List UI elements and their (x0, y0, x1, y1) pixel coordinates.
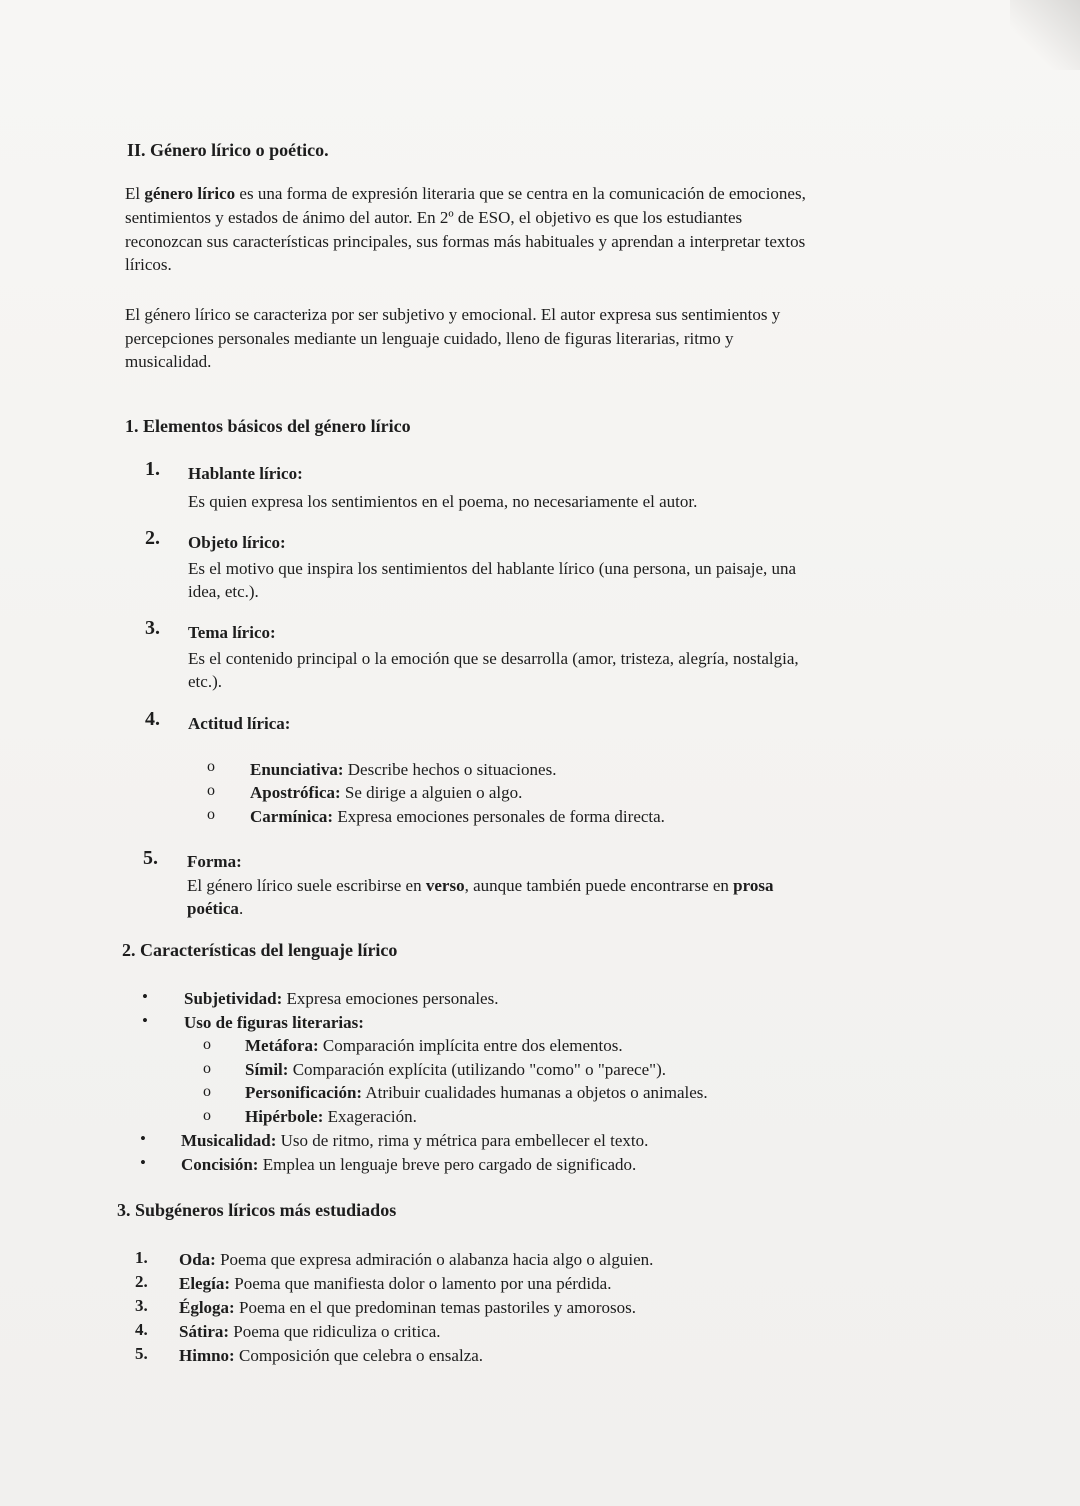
list-bullet: • (142, 1011, 148, 1030)
intro-p2-line3: musicalidad. (125, 352, 212, 371)
list-number: 1. (135, 1248, 148, 1267)
item-text: El género lírico suele escribirse en verso, aunque también puede encontrarse en prosa (187, 876, 774, 895)
item-text: idea, etc.). (188, 582, 259, 601)
list-item: Personificación: Atribuir cualidades humanas a objetos o animales. (245, 1083, 708, 1102)
list-item: Símil: Comparación explícita (utilizando "como" o "parece"). (245, 1060, 666, 1079)
page-title: II. Género lírico o poético. (127, 140, 329, 160)
item-number: 1. (145, 458, 160, 480)
intro-p2-line2: percepciones personales mediante un lenguaje cuidado, lleno de figuras literarias, ritmo y (125, 329, 734, 348)
list-bullet: • (140, 1153, 146, 1172)
list-item: Elegía: Poema que manifiesta dolor o lamento por una pérdida. (179, 1274, 612, 1293)
list-number: 4. (135, 1320, 148, 1339)
item-title: Objeto lírico: (188, 533, 286, 552)
list-item: Uso de figuras literarias: (184, 1013, 364, 1032)
list-item: Subjetividad: Expresa emociones personales. (184, 989, 499, 1008)
item-text: Es el motivo que inspira los sentimientos del hablante lírico (una persona, un paisaje, una (188, 559, 797, 578)
list-item: Enunciativa: Describe hechos o situaciones. (250, 760, 557, 779)
item-number: 4. (145, 708, 160, 730)
section1-heading: 1. Elementos básicos del género lírico (125, 416, 411, 436)
list-bullet: o (203, 1107, 211, 1124)
list-item: Himno: Composición que celebra o ensalza. (179, 1346, 484, 1365)
list-item: Metáfora: Comparación implícita entre dos elementos. (245, 1036, 623, 1055)
list-item: Sátira: Poema que ridiculiza o critica. (179, 1322, 441, 1341)
item-title: Tema lírico: (188, 623, 276, 642)
list-item: Oda: Poema que expresa admiración o alabanza hacia algo o alguien. (179, 1250, 654, 1269)
list-number: 5. (135, 1344, 148, 1363)
intro-p1-line3: reconozcan sus características principales, sus formas más habituales y aprendan a interpretar textos (125, 232, 806, 251)
list-bullet: • (140, 1129, 146, 1148)
list-item: Carmínica: Expresa emociones personales de forma directa. (250, 807, 665, 826)
list-bullet: o (203, 1060, 211, 1077)
item-number: 5. (143, 847, 158, 869)
intro-p2-line1: El género lírico se caracteriza por ser subjetivo y emocional. El autor expresa sus sentimientos y (125, 305, 781, 324)
intro-p1-line2: sentimientos y estados de ánimo del autor. En 2º de ESO, el objetivo es que los estudiantes (125, 208, 743, 227)
section2-heading: 2. Características del lenguaje lírico (122, 940, 398, 960)
item-title: Forma: (187, 852, 242, 871)
list-bullet: • (142, 987, 148, 1006)
list-number: 3. (135, 1296, 148, 1315)
list-bullet: o (203, 1036, 211, 1053)
list-number: 2. (135, 1272, 148, 1291)
item-number: 3. (145, 617, 160, 639)
list-item: Concisión: Emplea un lenguaje breve pero cargado de significado. (181, 1155, 637, 1174)
intro-p1-line4: líricos. (125, 255, 172, 274)
list-item: Hipérbole: Exageración. (245, 1107, 417, 1126)
list-item: Musicalidad: Uso de ritmo, rima y métrica para embellecer el texto. (181, 1131, 649, 1150)
list-bullet: o (207, 782, 215, 799)
item-number: 2. (145, 527, 160, 549)
item-text: etc.). (188, 672, 222, 691)
list-bullet: o (207, 758, 215, 775)
intro-p1-line1: El género lírico es una forma de expresión literaria que se centra en la comunicación de emociones, (125, 184, 806, 203)
item-title: Hablante lírico: (188, 464, 303, 483)
item-text: Es quien expresa los sentimientos en el poema, no necesariamente el autor. (188, 492, 698, 511)
list-bullet: o (203, 1083, 211, 1100)
page-corner-shadow (1010, 0, 1080, 70)
list-item: Égloga: Poema en el que predominan temas pastoriles y amorosos. (179, 1298, 637, 1317)
item-text: Es el contenido principal o la emoción que se desarrolla (amor, tristeza, alegría, nostalgia, (188, 649, 799, 668)
list-item: Apostrófica: Se dirige a alguien o algo. (250, 783, 523, 802)
list-bullet: o (207, 806, 215, 823)
section3-heading: 3. Subgéneros líricos más estudiados (117, 1200, 397, 1220)
item-title: Actitud lírica: (188, 714, 291, 733)
item-text: poética. (187, 899, 244, 918)
